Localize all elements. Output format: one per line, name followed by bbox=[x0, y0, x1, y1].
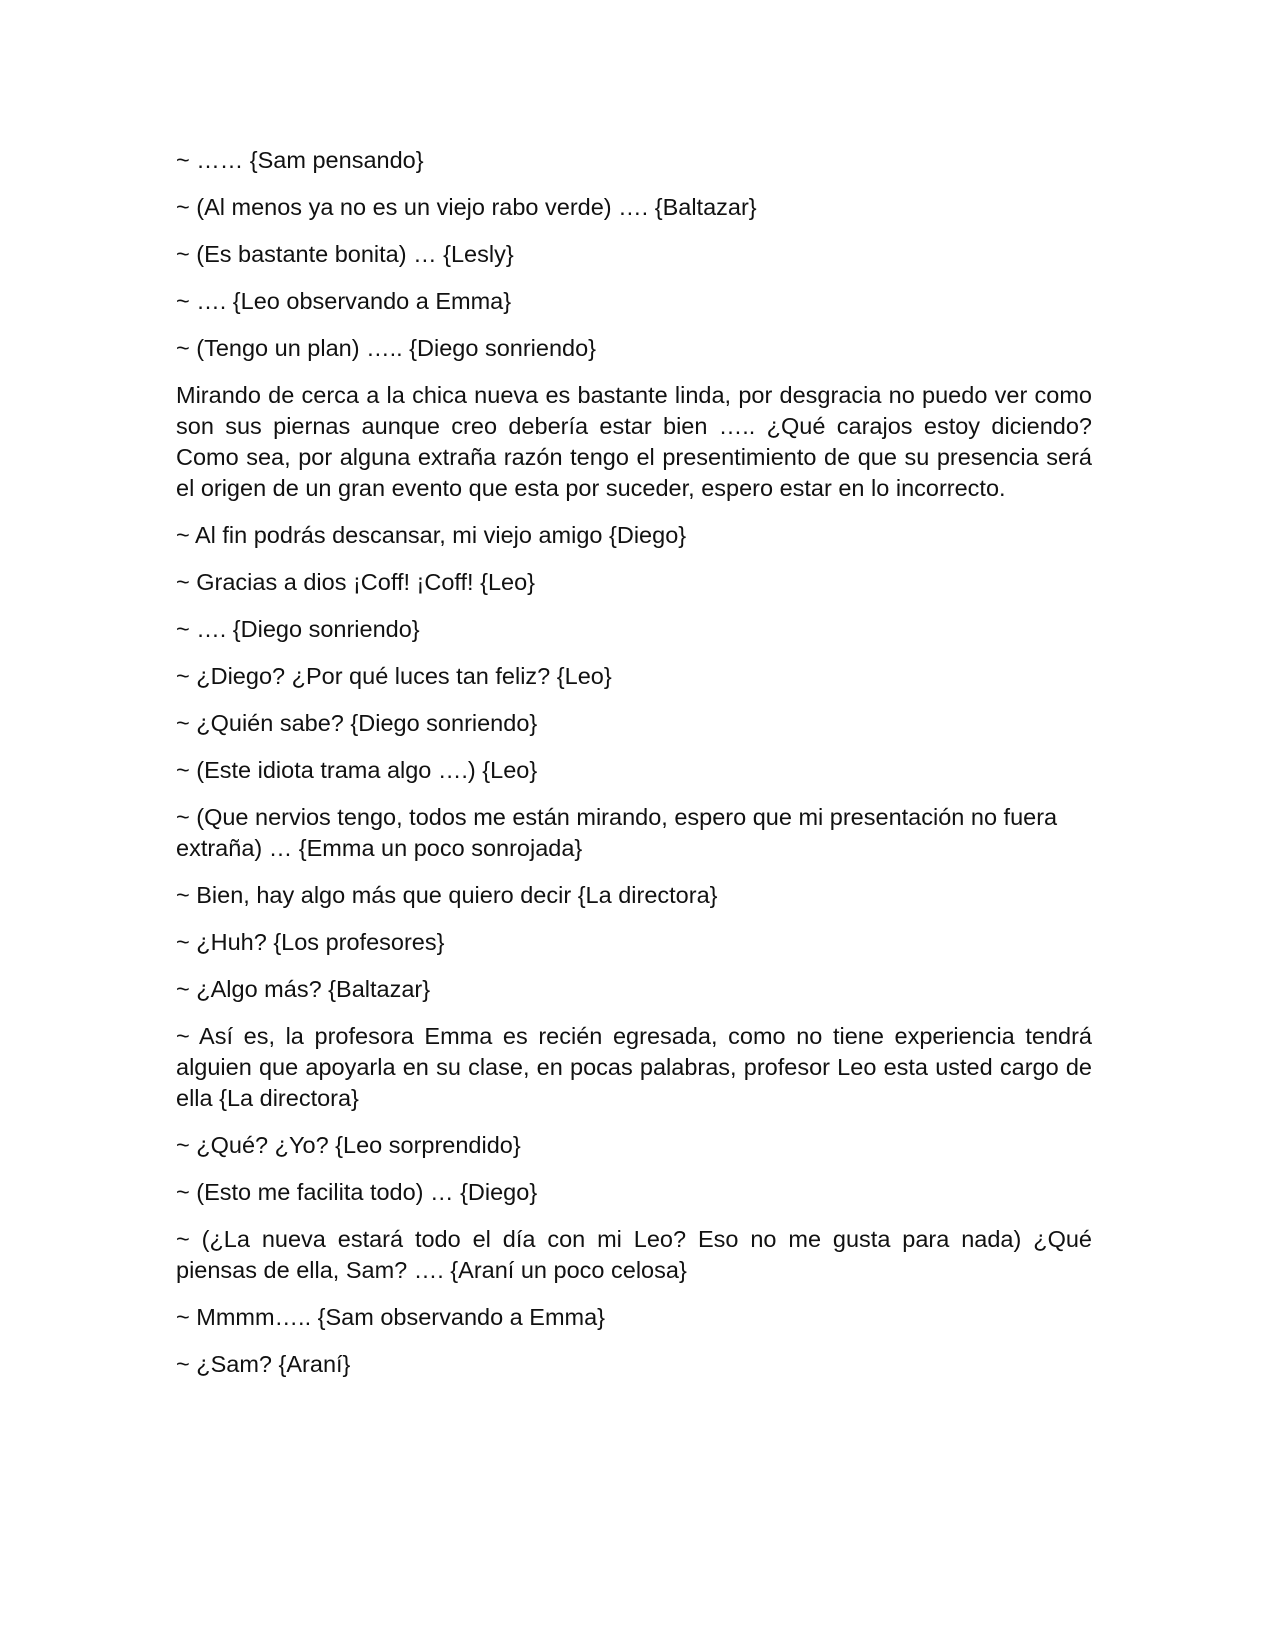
dialogue-line: ~ ¿Qué? ¿Yo? {Leo sorprendido} bbox=[176, 1132, 521, 1158]
dialogue-line: ~ ¿Sam? {Araní} bbox=[176, 1351, 351, 1377]
dialogue-line: ~ ¿Quién sabe? {Diego sonriendo} bbox=[176, 710, 538, 736]
dialogue-line: ~ (Es bastante bonita) … {Lesly} bbox=[176, 241, 514, 267]
dialogue-line: ~ …. {Leo observando a Emma} bbox=[176, 288, 512, 314]
document-body bbox=[176, 145, 1092, 1396]
dialogue-line: ~ (Este idiota trama algo ….) {Leo} bbox=[176, 757, 538, 783]
dialogue-line: ~ (Esto me facilita todo) … {Diego} bbox=[176, 1179, 538, 1205]
dialogue-line: ~ Gracias a dios ¡Coff! ¡Coff! {Leo} bbox=[176, 569, 536, 595]
dialogue-paragraph: ~ (Que nervios tengo, todos me están mirando, espero que mi presentación no fuera extraña) … {Emma un poco sonrojada} bbox=[176, 804, 1058, 861]
dialogue-line: ~ Bien, hay algo más que quiero decir {La directora} bbox=[176, 882, 718, 908]
dialogue-paragraph: ~ (¿La nueva estará todo el día con mi Leo? Eso no me gusta para nada) ¿Qué piensas de ella, Sam? …. {Araní un poco celosa} bbox=[176, 1226, 1092, 1283]
dialogue-line: ~ Mmmm….. {Sam observando a Emma} bbox=[176, 1304, 606, 1330]
dialogue-line: ~ …… {Sam pensando} bbox=[176, 147, 424, 173]
dialogue-line: ~ Al fin podrás descansar, mi viejo amigo {Diego} bbox=[176, 522, 687, 548]
dialogue-line: ~ ¿Diego? ¿Por qué luces tan feliz? {Leo} bbox=[176, 663, 612, 689]
dialogue-line: ~ ¿Huh? {Los profesores} bbox=[176, 929, 445, 955]
dialogue-line: ~ …. {Diego sonriendo} bbox=[176, 616, 420, 642]
dialogue-line: ~ (Tengo un plan) ….. {Diego sonriendo} bbox=[176, 335, 597, 361]
narrative-paragraph: Mirando de cerca a la chica nueva es bastante linda, por desgracia no puedo ver como son sus piernas aunque creo debería estar bien ….. ¿Qué carajos estoy diciendo? Como sea, por alguna extraña razón tengo el presentimiento de que su presencia será el origen de un gran evento que esta por suceder, espero estar en lo incorrecto. bbox=[176, 382, 1092, 501]
dialogue-paragraph: ~ Así es, la profesora Emma es recién egresada, como no tiene experiencia tendrá alguien que apoyarla en su clase, en pocas palabras, profesor Leo esta usted cargo de ella {La directora} bbox=[176, 1023, 1092, 1111]
dialogue-line: ~ ¿Algo más? {Baltazar} bbox=[176, 976, 431, 1002]
dialogue-line: ~ (Al menos ya no es un viejo rabo verde) …. {Baltazar} bbox=[176, 194, 757, 220]
